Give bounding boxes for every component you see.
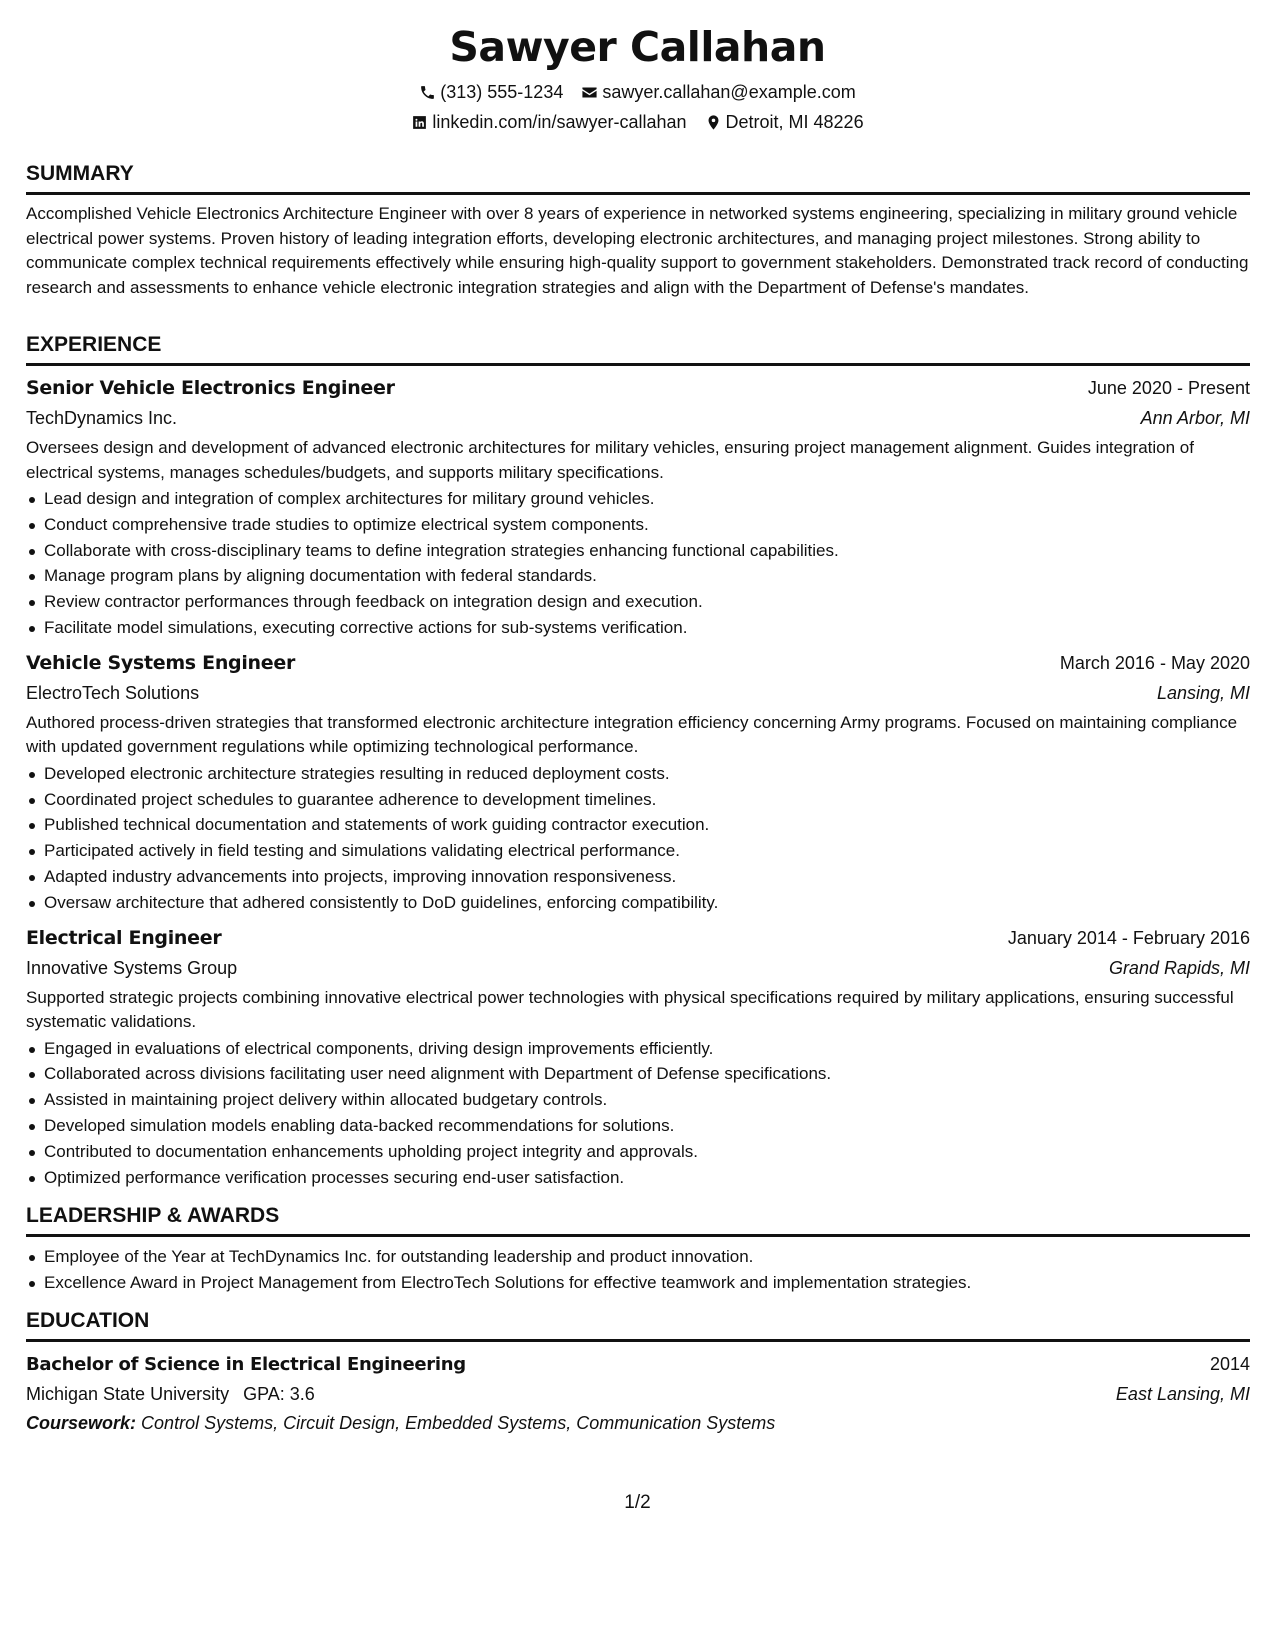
candidate-name: Sawyer Callahan — [449, 23, 826, 71]
location-contact — [705, 109, 864, 135]
section-divider — [26, 1339, 1250, 1342]
resume-header — [0, 20, 1275, 135]
section-divider — [26, 1234, 1250, 1237]
graduation-year: 2014 — [1209, 1354, 1250, 1374]
job-bullets — [26, 761, 1250, 916]
job-dates: March 2016 - May 2020 — [1059, 652, 1250, 673]
job-entry — [26, 373, 1250, 641]
job-description: Oversees design and development of advanced electronic architectures for military vehicles, ensuring project management alignment. Guides integration of electrical systems, manages schedules/budgets, and supports military specifications. — [26, 438, 1194, 482]
contact-row-1 — [0, 79, 1275, 105]
linkedin-url[interactable]: linkedin.com/in/sawyer-callahan — [432, 112, 687, 132]
company-name: ElectroTech Solutions — [26, 682, 200, 703]
list-item: Review contractor performances through feedback on integration design and execution. — [26, 589, 1250, 615]
company-name: TechDynamics Inc. — [26, 408, 178, 428]
job-header-row — [26, 373, 1250, 403]
location-text: Detroit, MI 48226 — [725, 112, 864, 132]
degree-row — [26, 1349, 1250, 1379]
job-description: Authored process-driven strategies that transformed electronic architecture integration efficiency concerning Army programs. Focused on maintaining compliance with updated government regulations while optimizing technological performance. — [26, 712, 1238, 757]
job-company-row — [26, 953, 1250, 983]
phone-number: (313) 555-1234 — [440, 82, 564, 102]
list-item: Oversaw architecture that adhered consistently to DoD guidelines, enforcing compatibility. — [26, 890, 1250, 916]
job-header-row — [26, 648, 1250, 678]
linkedin-contact[interactable] — [411, 109, 686, 135]
job-title: Senior Vehicle Electronics Engineer — [26, 377, 395, 399]
list-item: Conduct comprehensive trade studies to optimize electrical system components. — [26, 512, 1250, 538]
gpa: GPA: 3.6 — [243, 1384, 315, 1404]
job-entry — [26, 648, 1250, 916]
list-item: Manage program plans by aligning documentation with federal standards. — [26, 563, 1250, 589]
list-item: Excellence Award in Project Management from ElectroTech Solutions for effective teamwork and implementation strategies. — [26, 1270, 1250, 1296]
envelope-icon — [581, 84, 598, 101]
section-divider — [26, 363, 1250, 366]
job-entry — [26, 923, 1250, 1191]
page-number: 1/2 — [624, 1492, 651, 1513]
job-location: Grand Rapids, MI — [1108, 957, 1250, 978]
job-header-row — [26, 923, 1250, 953]
contact-row-2 — [0, 109, 1275, 135]
job-bullets — [26, 486, 1250, 641]
section-divider — [26, 192, 1250, 195]
section-title: EXPERIENCE — [26, 333, 162, 356]
linkedin-icon — [411, 114, 428, 131]
experience-section — [26, 331, 1250, 1190]
company-name: Innovative Systems Group — [26, 957, 238, 978]
list-item: Coordinated project schedules to guarantee adherence to development timelines. — [26, 787, 1250, 813]
summary-section — [26, 160, 1250, 300]
education-section — [26, 1307, 1250, 1438]
job-dates: June 2020 - Present — [1087, 378, 1250, 398]
list-item: Assisted in maintaining project delivery within allocated budgetary controls. — [26, 1087, 1250, 1113]
phone-contact — [419, 79, 563, 105]
list-item: Employee of the Year at TechDynamics Inc. for outstanding leadership and product innovation. — [26, 1244, 1250, 1270]
list-item: Collaborate with cross-disciplinary teams to define integration strategies enhancing functional capabilities. — [26, 538, 1250, 564]
degree-name: Bachelor of Science in Electrical Engineering — [26, 1354, 466, 1375]
school-location: East Lansing, MI — [1115, 1384, 1250, 1404]
list-item: Participated actively in field testing and simulations validating electrical performance. — [26, 838, 1250, 864]
summary-text: Accomplished Vehicle Electronics Architecture Engineer with over 8 years of experience in networked systems engineering, specializing in military ground vehicle electrical power systems. Proven history of leading integration efforts, developing electronic architectures, and managing project milestones. Strong ability to communicate complex technical requirements effectively while ensuring high-quality support to government stakeholders. Demonstrated track record of conducting research and assessments to enhance vehicle electronic integration strategies and align with the Department of Defense's mandates. — [26, 204, 1249, 297]
email-contact[interactable] — [581, 79, 855, 105]
list-item: Adapted industry advancements into projects, improving innovation responsiveness. — [26, 864, 1250, 890]
awards-section — [26, 1202, 1250, 1296]
list-item: Optimized performance verification processes securing end-user satisfaction. — [26, 1165, 1250, 1191]
job-title: Vehicle Systems Engineer — [26, 651, 296, 674]
job-description: Supported strategic projects combining innovative electrical power technologies with physical specifications required by military applications, ensuring successful systematic validations. — [26, 987, 1234, 1032]
section-title: SUMMARY — [26, 162, 134, 185]
list-item: Developed electronic architecture strategies resulting in reduced deployment costs. — [26, 761, 1250, 787]
coursework — [26, 1409, 1250, 1438]
job-company-row — [26, 403, 1250, 433]
list-item: Lead design and integration of complex architectures for military ground vehicles. — [26, 486, 1250, 512]
coursework-list: Control Systems, Circuit Design, Embedded Systems, Communication Systems — [141, 1413, 776, 1433]
school-info — [26, 1379, 315, 1409]
job-dates: January 2014 - February 2016 — [1007, 927, 1250, 948]
school-row — [26, 1379, 1250, 1409]
email-address[interactable]: sawyer.callahan@example.com — [602, 82, 856, 102]
list-item: Developed simulation models enabling data-backed recommendations for solutions. — [26, 1113, 1250, 1139]
job-bullets — [26, 1036, 1250, 1191]
list-item: Contributed to documentation enhancements upholding project integrity and approvals. — [26, 1139, 1250, 1165]
coursework-label: Coursework: — [26, 1413, 137, 1433]
school-name: Michigan State University — [26, 1384, 230, 1404]
list-item: Facilitate model simulations, executing corrective actions for sub-systems verification. — [26, 615, 1250, 641]
job-location: Lansing, MI — [1156, 682, 1250, 703]
section-title: EDUCATION — [26, 1309, 150, 1332]
list-item: Engaged in evaluations of electrical components, driving design improvements efficiently. — [26, 1036, 1250, 1062]
awards-list — [26, 1244, 1250, 1296]
job-title: Electrical Engineer — [26, 926, 222, 949]
list-item: Published technical documentation and statements of work guiding contractor execution. — [26, 812, 1250, 838]
job-location: Ann Arbor, MI — [1140, 408, 1250, 428]
map-pin-icon — [705, 114, 722, 131]
section-title: LEADERSHIP & AWARDS — [26, 1204, 280, 1227]
list-item: Collaborated across divisions facilitating user need alignment with Department of Defense specifications. — [26, 1061, 1250, 1087]
job-company-row — [26, 678, 1250, 708]
phone-icon — [419, 84, 436, 101]
